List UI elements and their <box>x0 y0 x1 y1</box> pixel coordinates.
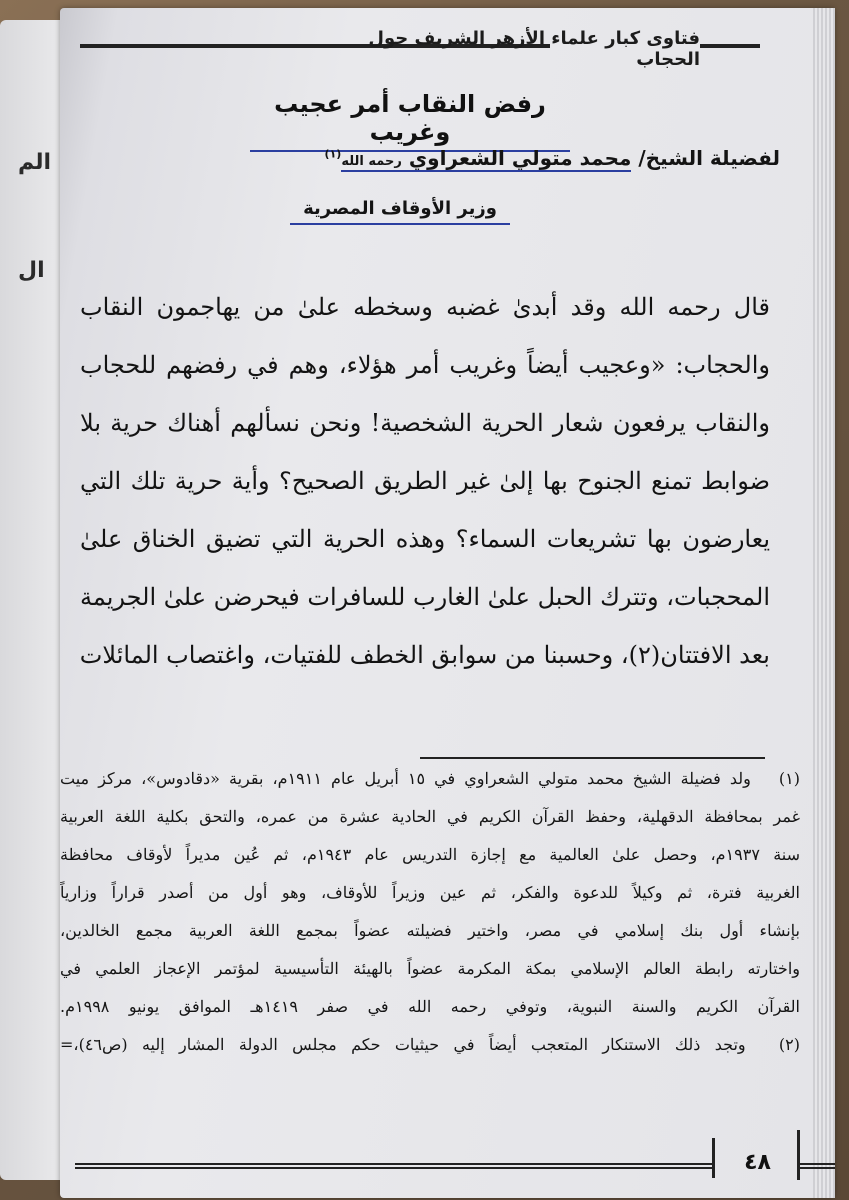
byline <box>180 146 780 170</box>
body-line: قال رحمه الله وقد أبدىٰ غضبه وسخطه علىٰ من يهاجمون النقاب <box>80 293 770 321</box>
author-name-text: محمد متولي الشعراوي <box>408 146 632 170</box>
footnote-number: (١) <box>778 769 800 788</box>
footnote-number: (٢) <box>778 1035 800 1054</box>
left-page-fragment: الم <box>18 150 52 175</box>
page-stack-edge <box>813 8 835 1198</box>
footnote-line: سنة ١٩٣٧م، وحصل علىٰ العالمية مع إجازة التدريس عام ١٩٤٣م، ثم عُين مديراً لأوقاف محافظة <box>60 845 800 864</box>
footnote-line: غمر بمحافظة الدقهلية، وحفظ القرآن الكريم في الحادية عشرة من عمره، والتحق بكلية اللغة العربية <box>60 807 800 826</box>
left-page-fragment: ال <box>18 258 45 283</box>
footnote-line: القرآن الكريم والسنة النبوية، وتوفي رحمه الله في صفر ١٤١٩هـ الموافق يونيو ١٩٩٨م. <box>60 997 800 1016</box>
article-title: رفض النقاب أمر عجيب وغريب <box>250 90 570 152</box>
author-position: وزير الأوقاف المصرية <box>290 198 510 225</box>
page-number: ٤٨ <box>744 1150 771 1175</box>
body-line: والنقاب يرفعون شعار الحرية الشخصية! ونحن نسألهم أهناك حرية بلا <box>80 409 770 437</box>
footer-rule <box>800 1163 835 1169</box>
footnote-line <box>60 1026 800 1064</box>
body-line: المحجبات، وتترك الحبل علىٰ الغارب للسافرات فيحرضن علىٰ الجريمة <box>80 583 770 611</box>
running-header: فتاوى كبار علماء الأزهر الشريف حول الحجاب <box>368 28 700 70</box>
header-rule <box>700 44 760 48</box>
footnote-text: ولد فضيلة الشيخ محمد متولي الشعراوي في ١٥ أبريل عام ١٩١١م، بقرية «دقادوس»، مركز ميت <box>60 769 751 788</box>
footnote-line: الغربية فترة، ثم وكيلاً للدعوة والفكر، ثم عين وزيراً للأوقاف، وهو أول من أصدر قراراً وزارياً <box>60 883 800 902</box>
footnotes <box>60 760 800 1064</box>
footer-bar <box>712 1138 715 1178</box>
body-line: ضوابط تمنع الجنوح بها إلىٰ غير الطريق الصحيح؟ وأية حرية تلك التي <box>80 467 770 495</box>
body-line: يعارضون بها تشريعات السماء؟ وهذه الحرية التي تضيق الخناق علىٰ <box>80 525 770 553</box>
body-text <box>80 278 770 684</box>
footnote-text: وتجد ذلك الاستنكار المتعجب أيضاً في حيثيات حكم مجلس الدولة المشار إليه (ص٤٦)،= <box>60 1035 746 1054</box>
footnote-line: بإنشاء أول بنك إسلامي في مصر، واختير فضيلته عضواً بمجمع اللغة العربية مجمع الخالدين، <box>60 921 800 940</box>
honorific: رحمه الله <box>341 154 402 169</box>
footer-bar <box>797 1130 800 1180</box>
footnote-line <box>60 760 800 798</box>
footnote-rule <box>420 757 765 759</box>
footer-rule <box>75 1163 715 1169</box>
footnote-ref: (١) <box>324 147 342 161</box>
body-line: والحجاب: «وعجيب أيضاً وغريب أمر هؤلاء، وهم في رفضهم للحجاب <box>80 351 770 379</box>
byline-prefix: لفضيلة الشيخ/ <box>638 146 780 170</box>
author-name <box>341 146 631 172</box>
footnote-line: واختارته رابطة العالم الإسلامي بمكة المكرمة عضواً بالهيئة التأسيسية لمؤتمر الإعجاز العلمي في <box>60 959 800 978</box>
body-line: بعد الافتتان(٢)، وحسبنا من سوابق الخطف للفتيات، واغتصاب المائلات <box>80 641 770 669</box>
